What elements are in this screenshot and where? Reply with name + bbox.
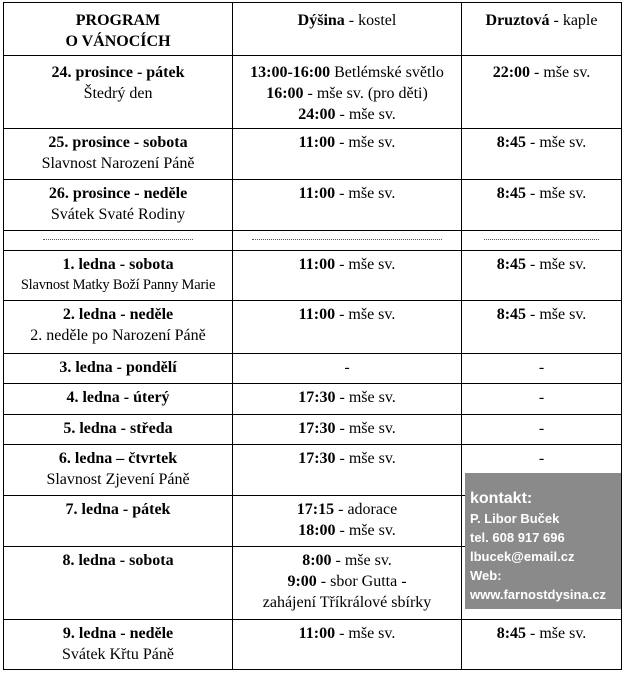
dysina-text: - mše sv. [335, 185, 396, 202]
table-row [4, 354, 622, 384]
header-druztova [462, 3, 622, 56]
row-date: 9. ledna - neděle [62, 625, 174, 642]
row-date-cell [4, 415, 233, 445]
dysina-time: 17:15 [296, 501, 335, 518]
row-dysina-cell [233, 251, 462, 301]
row-dysina-cell [233, 129, 462, 180]
table-row [4, 56, 622, 129]
row-druztova-cell [462, 415, 622, 445]
row-date-cell [4, 620, 233, 670]
row-druztova-cell [462, 56, 622, 129]
dysina-time: 11:00 [298, 185, 336, 202]
header-druztova-place: Druztová [485, 12, 550, 29]
contact-web: www.farnostdysina.cz [470, 587, 607, 602]
table-row [4, 620, 622, 670]
header-program-line1: PROGRAM [75, 12, 161, 29]
contact-web-label: Web: [470, 568, 502, 583]
row-date: 1. ledna - sobota [62, 256, 174, 273]
druztova-text: - mše sv. [526, 306, 587, 323]
dysina-text: - mše sv. [335, 625, 396, 642]
row-date: 3. ledna - pondělí [59, 359, 177, 376]
dysina-time: 11:00 [298, 256, 336, 273]
dysina-text: - mše sv. (pro děti) [303, 85, 428, 102]
row-dysina-cell [233, 354, 462, 384]
dysina-time: 11:00 [298, 306, 336, 323]
row-date: 4. ledna - úterý [66, 389, 170, 406]
row-date: 2. ledna - neděle [62, 306, 174, 323]
row-feast: Štedrý den [83, 85, 153, 102]
row-dysina-cell [233, 496, 462, 547]
dysina-text: - sbor Gutta - [316, 573, 407, 590]
dysina-text: - mše sv. [335, 420, 396, 437]
header-program [4, 3, 233, 56]
separator-cell [233, 231, 462, 251]
row-dysina-cell [233, 301, 462, 354]
row-dysina-cell [233, 445, 462, 496]
row-date-cell [4, 180, 233, 231]
table-row [4, 251, 622, 301]
row-date: 24. prosince - pátek [51, 64, 185, 81]
dysina-time: 24:00 [298, 106, 336, 123]
row-druztova-cell [462, 301, 622, 354]
row-druztova-cell [462, 620, 622, 670]
row-dysina-cell [233, 384, 462, 415]
dysina-time: 9:00 [287, 573, 317, 590]
row-druztova-cell [462, 251, 622, 301]
row-date: 26. prosince - neděle [48, 185, 188, 202]
row-druztova-cell [462, 180, 622, 231]
row-date: 5. ledna - středa [63, 420, 173, 437]
row-date-cell [4, 301, 233, 354]
druztova-time: 8:45 [496, 185, 527, 202]
dotted-divider [484, 239, 599, 240]
dotted-divider [252, 239, 442, 240]
contact-email: lbucek@email.cz [470, 549, 575, 564]
dysina-text: Betlémské světlo [330, 64, 444, 81]
druztova-time: 22:00 [492, 64, 531, 81]
dysina-time: 8:00 [302, 552, 332, 569]
separator-row [4, 231, 622, 251]
dysina-text: - adorace [334, 501, 398, 518]
row-feast: Svátek Svaté Rodiny [50, 206, 186, 223]
row-date-cell [4, 445, 233, 496]
contact-phone: tel. 608 917 696 [470, 530, 565, 545]
dysina-text: - mše sv. [335, 256, 396, 273]
row-dysina-cell [233, 620, 462, 670]
dysina-time: 16:00 [266, 85, 304, 102]
table-row [4, 129, 622, 180]
druztova-dash: - [538, 359, 545, 376]
row-date: 7. ledna - pátek [65, 501, 171, 518]
header-row [4, 3, 622, 56]
druztova-time: 8:45 [496, 134, 527, 151]
dysina-dash: - [344, 359, 350, 376]
table-row [4, 180, 622, 231]
row-date-cell [4, 547, 233, 620]
row-date-cell [4, 251, 233, 301]
druztova-dash: - [538, 450, 545, 467]
druztova-time: 8:45 [496, 625, 527, 642]
druztova-text: - mše sv. [526, 625, 587, 642]
table-row [4, 301, 622, 354]
dysina-text: - mše sv. [335, 522, 396, 539]
row-date-cell [4, 129, 233, 180]
row-date-cell [4, 56, 233, 129]
druztova-text: - mše sv. [526, 256, 587, 273]
dysina-text: - mše sv. [335, 389, 396, 406]
dysina-time: 18:00 [298, 522, 336, 539]
row-date: 6. ledna – čtvrtek [58, 450, 178, 467]
table-row [4, 415, 622, 445]
dysina-text: - mše sv. [335, 450, 396, 467]
header-dysina-suffix: - kostel [344, 12, 397, 29]
druztova-text: - mše sv. [526, 134, 587, 151]
row-date: 25. prosince - sobota [48, 134, 188, 151]
dysina-time: 17:30 [298, 389, 336, 406]
druztova-text: - mše sv. [526, 185, 587, 202]
dysina-time: 17:30 [298, 450, 336, 467]
contact-name: P. Libor Buček [470, 511, 560, 526]
dysina-text: - mše sv. [331, 552, 392, 569]
dysina-text: - mše sv. [335, 306, 396, 323]
row-date: 8. ledna - sobota [62, 552, 174, 569]
row-date-cell [4, 354, 233, 384]
contact-box [465, 473, 621, 609]
row-druztova-cell [462, 354, 622, 384]
dysina-time: 11:00 [298, 134, 336, 151]
dysina-extra: zahájení Tříkrálové sbírky [262, 594, 432, 611]
dotted-divider [43, 239, 193, 240]
dysina-time: 17:30 [298, 420, 336, 437]
druztova-time: 8:45 [496, 256, 527, 273]
druztova-time: 8:45 [496, 306, 527, 323]
row-feast: Slavnost Matky Boží Panny Marie [20, 277, 216, 293]
contact-title: kontakt: [470, 490, 533, 507]
dysina-text: - mše sv. [335, 134, 396, 151]
row-dysina-cell [233, 547, 462, 620]
druztova-text: - mše sv. [530, 64, 591, 81]
row-dysina-cell [233, 415, 462, 445]
row-date-cell [4, 496, 233, 547]
row-druztova-cell [462, 129, 622, 180]
row-feast: Svátek Křtu Páně [62, 646, 174, 663]
dysina-text: - mše sv. [335, 106, 396, 123]
dysina-time: 13:00-16:00 [250, 64, 331, 81]
header-dysina [233, 3, 462, 56]
header-dysina-place: Dýšina [297, 12, 345, 29]
row-date-cell [4, 384, 233, 415]
row-dysina-cell [233, 180, 462, 231]
druztova-dash: - [538, 389, 545, 406]
header-druztova-suffix: - kaple [549, 12, 598, 29]
separator-cell [462, 231, 622, 251]
row-druztova-cell [462, 384, 622, 415]
row-feast: Slavnost Zjevení Páně [46, 471, 190, 488]
row-feast: Slavnost Narození Páně [41, 155, 195, 172]
header-program-line2: O VÁNOCÍCH [65, 33, 171, 50]
row-dysina-cell [233, 56, 462, 129]
dysina-time: 11:00 [298, 625, 336, 642]
row-feast: 2. neděle po Narození Páně [30, 327, 206, 344]
druztova-dash: - [538, 420, 545, 437]
separator-cell [4, 231, 233, 251]
table-row [4, 384, 622, 415]
